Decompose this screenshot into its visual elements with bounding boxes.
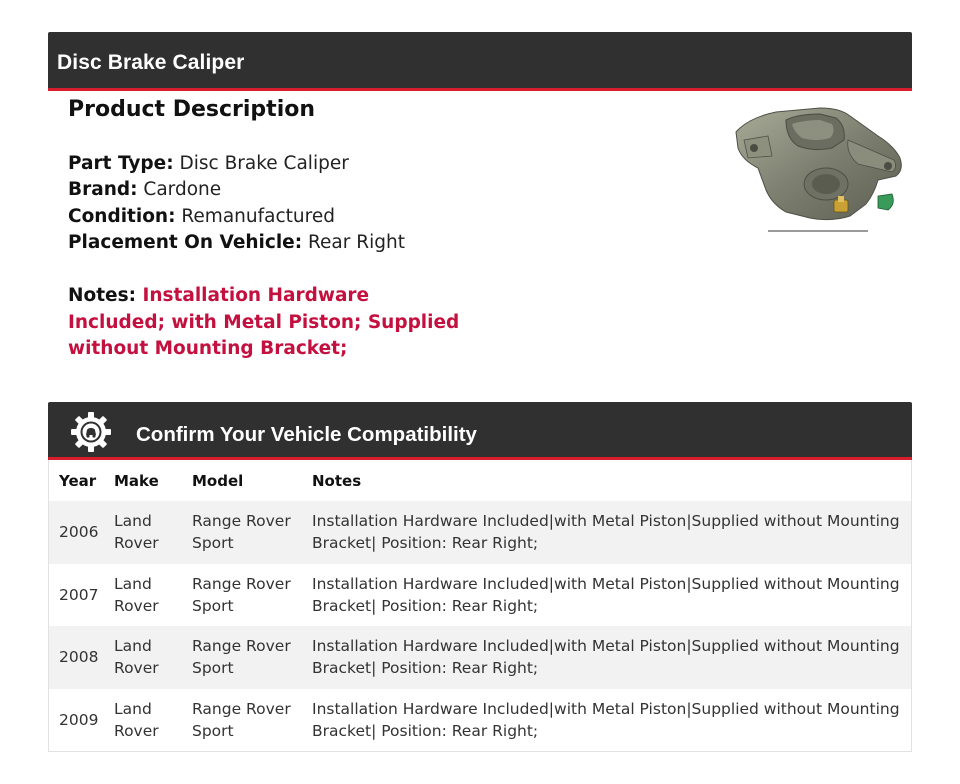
spec-placement	[68, 230, 405, 256]
description-heading: Product Description	[68, 97, 316, 122]
brake-caliper-photo	[728, 100, 908, 236]
spec-value: Disc Brake Caliper	[179, 153, 349, 174]
table-row	[49, 564, 911, 627]
cell-year: 2006	[49, 501, 104, 564]
spec-label: Placement On Vehicle:	[68, 232, 303, 253]
cell-make: Land Rover	[104, 689, 182, 752]
notes-label: Notes:	[68, 285, 136, 306]
spec-brand	[68, 177, 221, 203]
table-header-row	[49, 460, 911, 501]
spec-value: Cardone	[143, 179, 222, 200]
product-title-bar	[48, 32, 912, 91]
cell-year: 2008	[49, 626, 104, 689]
column-header-make: Make	[114, 471, 159, 490]
product-title: Disc Brake Caliper	[57, 51, 245, 74]
cell-model: Range Rover Sport	[182, 564, 302, 627]
table-row	[49, 501, 911, 564]
product-notes	[68, 283, 468, 363]
cell-make: Land Rover	[104, 501, 182, 564]
compatibility-table	[48, 460, 912, 752]
compatibility-title: Confirm Your Vehicle Compatibility	[136, 423, 477, 446]
cell-year: 2007	[49, 564, 104, 627]
table-row	[49, 689, 911, 752]
cell-make: Land Rover	[104, 564, 182, 627]
cell-model: Range Rover Sport	[182, 689, 302, 752]
cell-make: Land Rover	[104, 626, 182, 689]
cell-notes: Installation Hardware Included|with Metal Piston|Supplied without Mounting Bracket| Position: Rear Right;	[302, 689, 911, 752]
cell-notes: Installation Hardware Included|with Metal Piston|Supplied without Mounting Bracket| Position: Rear Right;	[302, 626, 911, 689]
column-header-model: Model	[192, 471, 244, 490]
cell-year: 2009	[49, 689, 104, 752]
cell-model: Range Rover Sport	[182, 626, 302, 689]
cell-model: Range Rover Sport	[182, 501, 302, 564]
spec-value: Remanufactured	[181, 206, 335, 227]
spec-value: Rear Right	[308, 232, 405, 253]
cell-notes: Installation Hardware Included|with Metal Piston|Supplied without Mounting Bracket| Position: Rear Right;	[302, 501, 911, 564]
compatibility-bar	[48, 402, 912, 460]
spec-label: Part Type:	[68, 153, 174, 174]
spec-condition	[68, 204, 335, 230]
cell-notes: Installation Hardware Included|with Metal Piston|Supplied without Mounting Bracket| Position: Rear Right;	[302, 564, 911, 627]
spec-part-type	[68, 151, 349, 177]
gear-car-icon	[70, 411, 112, 453]
spec-label: Condition:	[68, 206, 176, 227]
spec-label: Brand:	[68, 179, 138, 200]
column-header-year: Year	[59, 471, 97, 490]
table-row	[49, 626, 911, 689]
notes-text: Installation Hardware Included; with Metal Piston; Supplied without Mounting Bracket;	[68, 285, 460, 359]
column-header-notes: Notes	[312, 471, 362, 490]
